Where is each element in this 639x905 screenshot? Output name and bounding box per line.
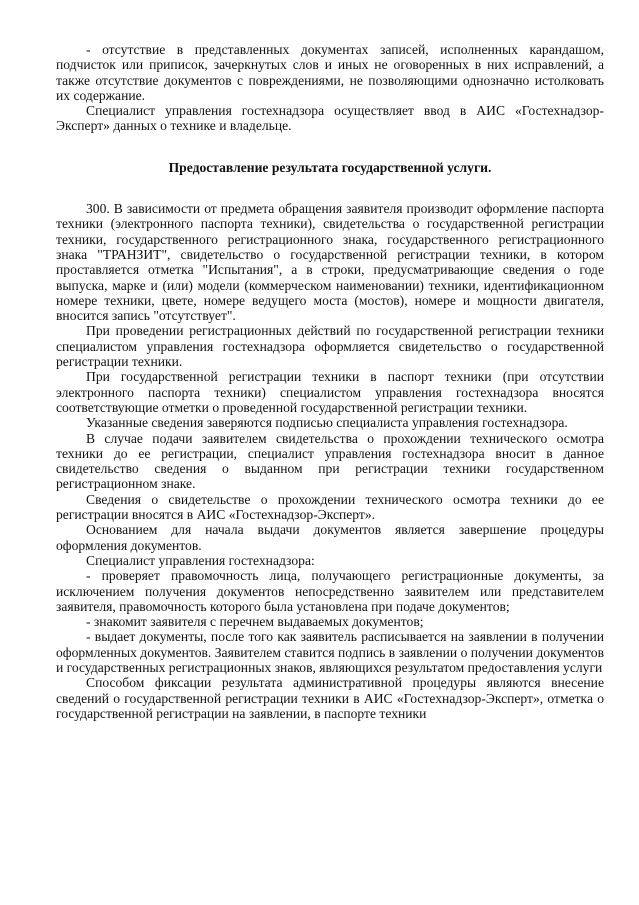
paragraph: 300. В зависимости от предмета обращения заявителя производит оформление паспорта техники (электронного паспорта техники), свидетельства о государственной регистрации техники, государственного регистрационного знака, государственного регистрационного знака "ТРАНЗИТ", свидетельство о государственной регистрации техники, в котором проставляется отметка "Испытания", а в строки, предусматривающие сведения о годе выпуска, марке и (или) модели (коммерческом наименовании) техники, идентификационном номере техники, цвете, номере ведущего моста (мостов), номере и мощности двигателя, вносится запись "отсутствует". [56, 201, 604, 324]
paragraph: Способом фиксации результата административной процедуры являются внесение сведений о государственной регистрации техники в АИС «Гостехнадзор-Эксперт», отметка о государственной регистрации на заявлении, в паспорте техники [56, 675, 604, 721]
paragraph: Специалист управления гостехнадзора осуществляет ввод в АИС «Гостехнадзор- Эксперт» данных о технике и владельце. [56, 103, 604, 134]
paragraph: - отсутствие в представленных документах записей, исполненных карандашом, подчисток или приписок, зачеркнутых слов и иных не оговоренных в них исправлений, а также отсутствие документов с повреждениями, не позволяющими однозначно истолковать их содержание. [56, 42, 604, 103]
list-item: - выдает документы, после того как заявитель расписывается на заявлении в получении оформленных документов. Заявителем ставится подпись в заявлении о получении документов и государственных регистрационных знаков, являющихся результатом предоставления услуги [56, 629, 604, 675]
section-heading: Предоставление результата государственной услуги. [168, 159, 492, 175]
paragraph: Специалист управления гостехнадзора: [86, 552, 315, 568]
paragraph: При проведении регистрационных действий по государственной регистрации техники специалистом управления гостехнадзора оформляется свидетельство о государственной регистрации техники. [56, 323, 604, 370]
paragraph: Сведения о свидетельстве о прохождении технического осмотра техники до ее регистрации вносятся в АИС «Гостехнадзор-Эксперт». [56, 491, 604, 523]
paragraph: При государственной регистрации техники в паспорт техники (при отсутствии электронного паспорта техники) специалистом управления гостехнадзора вносятся соответствующие отметки о проведенной государственной регистрации техники. [56, 369, 604, 415]
list-item: - знакомит заявителя с перечнем выдаваемых документов; [86, 614, 424, 630]
paragraph: Основанием для начала выдачи документов является завершение процедуры оформления документов. [56, 522, 604, 553]
list-item: - проверяет правомочность лица, получающего регистрационные документы, за исключением получения документов непосредственно заявителем или представителем заявителя, правомочность которого была установлена при подаче документов; [56, 568, 604, 614]
paragraph: Указанные сведения заверяются подписью специалиста управления гостехнадзора. [86, 415, 568, 431]
paragraph: В случае подачи заявителем свидетельства о прохождении технического осмотра техники до ее регистрации, специалист управления гостехнадзора вносит в данное свидетельство сведения о выданном при регистрации техники государственном регистрационном знаке. [56, 430, 604, 492]
document-page [56, 42, 604, 721]
